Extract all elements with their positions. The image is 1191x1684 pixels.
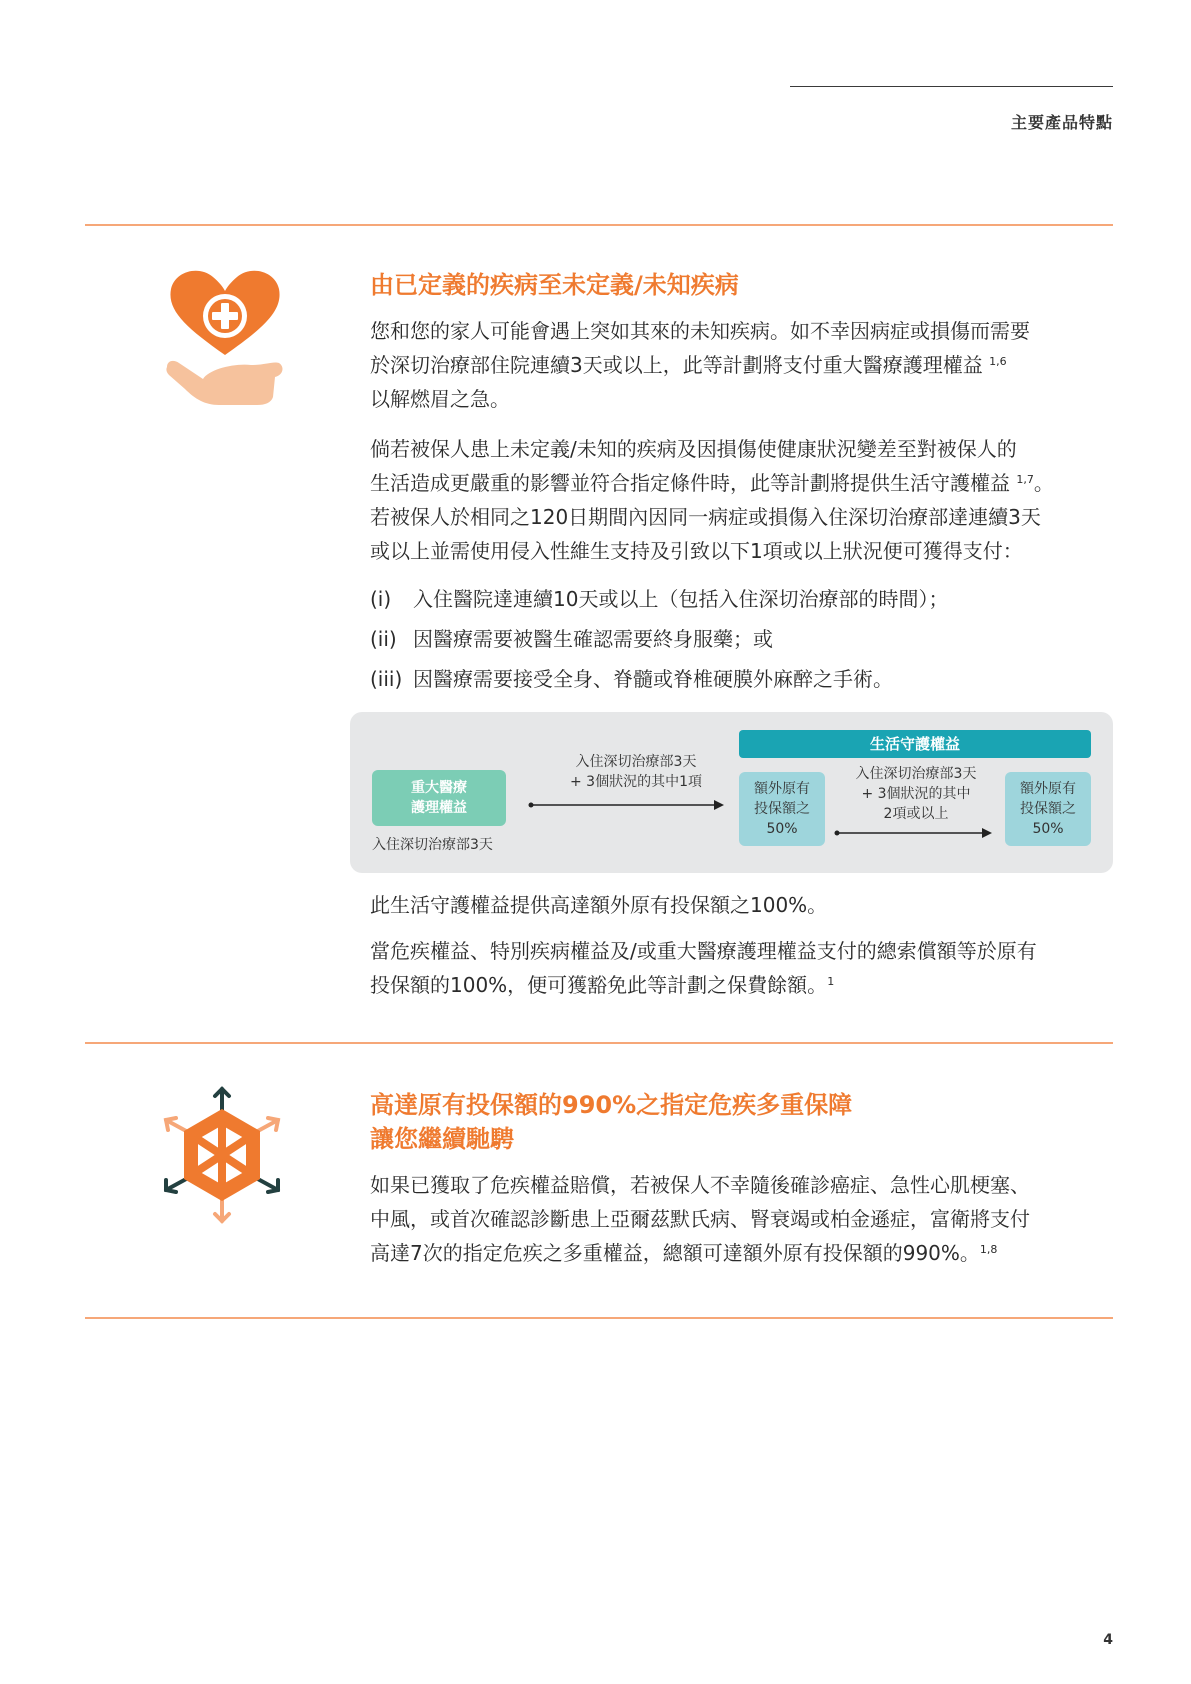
text-line: 或以上並需使用侵入性維生支持及引致以下1項或以上狀況便可獲得支付：: [370, 539, 1023, 563]
box-label: 額外原有: [754, 781, 810, 797]
text-line: 當危疾權益、特別疾病權益及/或重大醫療護理權益支付的總索償額等於原有: [370, 939, 1037, 963]
arrow-right-icon: [834, 826, 994, 840]
box-label: 額外原有: [1020, 781, 1076, 797]
benefit-amount-box: [1005, 772, 1091, 846]
text-line-main: 生活造成更嚴重的影響並符合指定條件時，此等計劃將提供生活守護權益: [370, 471, 1010, 495]
arrow-label-line: + 3個狀況的其中: [861, 786, 971, 802]
box-label: 重大醫療: [411, 780, 467, 796]
arrow-label: [836, 764, 996, 824]
text-line-main: 高達7次的指定危疾之多重權益，總額可達額外原有投保額的990%。: [370, 1241, 980, 1265]
section-divider: [85, 1317, 1113, 1319]
arrow-label-line: 入住深切治療部3天: [855, 766, 977, 782]
arrow-label-line: 入住深切治療部3天: [575, 754, 697, 770]
text-line: 中風，或首次確認診斷患上亞爾茲默氏病、腎衰竭或柏金遜症，富衛將支付: [370, 1207, 1030, 1231]
section-label: 主要產品特點: [1010, 113, 1113, 132]
list-number: (iii): [370, 667, 403, 691]
hexagon-arrows-icon: [160, 1085, 284, 1229]
text-line: [370, 968, 1115, 1002]
header-rule: [790, 86, 1113, 87]
footnote-ref: 1,7: [1016, 473, 1034, 486]
arrow-right-icon: [528, 798, 728, 812]
section2-paragraph: [370, 1168, 1115, 1270]
section1-paragraph-4: [370, 934, 1115, 1002]
arrow-label-line: 2項或以上: [883, 806, 949, 822]
text-line: [370, 1236, 1115, 1270]
box-label: 投保額之: [754, 801, 810, 817]
text-line: 若被保人於相同之120日期間內因同一病症或損傷入住深切治療部達連續3天: [370, 505, 1041, 529]
heart-hand-icon: [165, 265, 285, 409]
section1-paragraph-2: [370, 432, 1115, 568]
text-line: 倘若被保人患上未定義/未知的疾病及因損傷使健康狀況變差至對被保人的: [370, 437, 1017, 461]
section-divider: [85, 224, 1113, 226]
list-text: 因醫療需要接受全身、脊髓或脊椎硬膜外麻醉之手術。: [413, 667, 893, 691]
arrow-label: [546, 752, 726, 792]
text-line: 此生活守護權益提供高達額外原有投保額之100%。: [370, 893, 828, 917]
list-item: [370, 662, 893, 696]
text-line: 如果已獲取了危疾權益賠償，若被保人不幸隨後確診癌症、急性心肌梗塞、: [370, 1173, 1030, 1197]
text-line: 您和您的家人可能會遇上突如其來的未知疾病。如不幸因病症或損傷而需要: [370, 319, 1030, 343]
list-number: (ii): [370, 627, 397, 651]
box-label: 護理權益: [411, 800, 467, 816]
footnote-ref: 1: [827, 975, 835, 988]
box-caption: 入住深切治療部3天: [372, 837, 493, 853]
title-line: 讓您繼續馳騁: [370, 1125, 514, 1153]
critical-care-benefit-box: [372, 770, 506, 826]
page-number: 4: [1103, 1632, 1113, 1648]
arrow-label-line: + 3個狀況的其中1項: [570, 774, 702, 790]
list-number: (i): [370, 587, 392, 611]
text-line: [370, 466, 1115, 500]
section1-paragraph-1: [370, 314, 1115, 416]
list-text: 入住醫院達連續10天或以上（包括入住深切治療部的時間）；: [413, 587, 949, 611]
life-protection-benefit-header: 生活守護權益: [739, 730, 1091, 758]
section2-title: [370, 1088, 852, 1156]
text-line-end: 。: [1033, 471, 1054, 495]
section1-paragraph-3: [370, 888, 1115, 922]
text-line: [370, 348, 1115, 382]
text-line: 以解燃眉之急。: [370, 387, 510, 411]
section1-title: 由已定義的疾病至未定義/未知疾病: [370, 271, 739, 299]
footnote-ref: 1,8: [979, 1243, 998, 1256]
list-item: [370, 622, 773, 656]
box-label: 50%: [766, 821, 798, 837]
footnote-ref: 1,6: [989, 355, 1007, 368]
title-line: 高達原有投保額的990%之指定危疾多重保障: [370, 1091, 853, 1119]
benefit-amount-box: [739, 772, 825, 846]
benefit-flow-diagram: [350, 712, 1113, 873]
box-label: 投保額之: [1020, 801, 1076, 817]
text-line-main: 投保額的100%，便可獲豁免此等計劃之保費餘額。: [370, 973, 828, 997]
list-text: 因醫療需要被醫生確認需要終身服藥；或: [413, 627, 773, 651]
list-item: [370, 582, 948, 616]
text-line-main: 於深切治療部住院連續3天或以上，此等計劃將支付重大醫療護理權益: [370, 353, 983, 377]
box-label: 50%: [1032, 821, 1064, 837]
section-divider: [85, 1042, 1113, 1044]
